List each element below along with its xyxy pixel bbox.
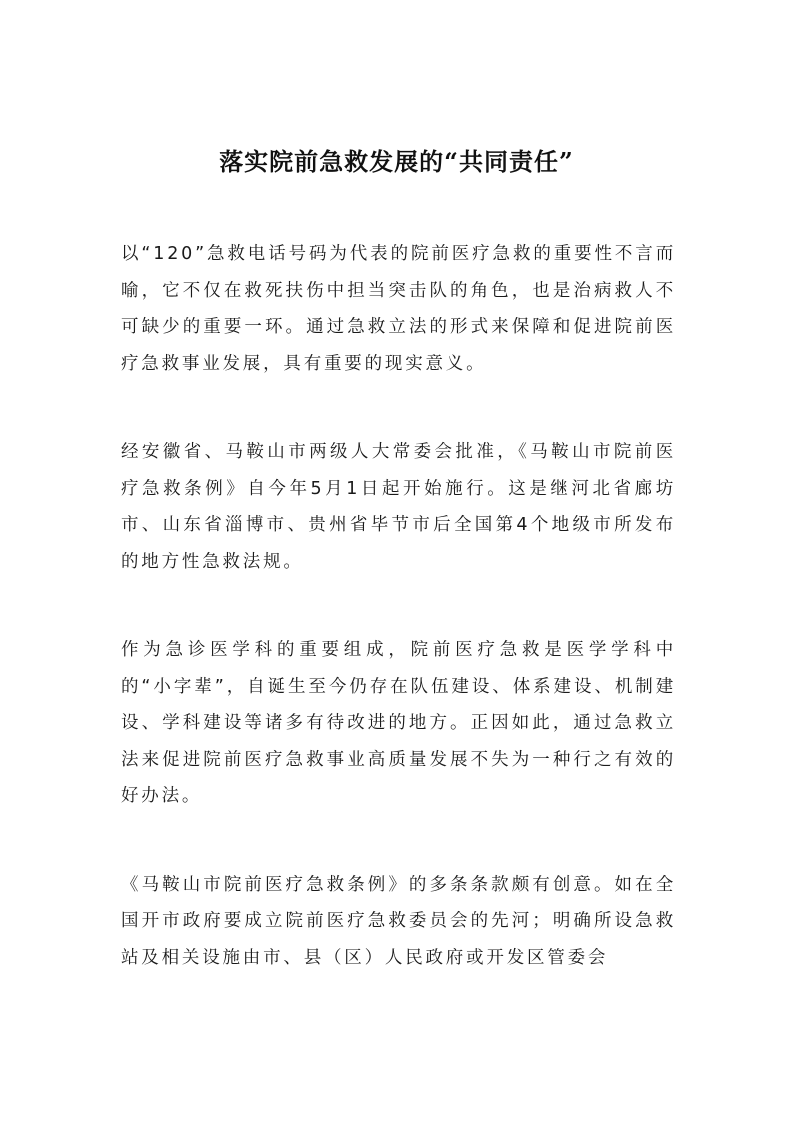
document-title: 落实院前急救发展的“共同责任” [219, 147, 574, 177]
document-body [121, 236, 676, 1028]
paragraph-3: 作为急诊医学科的重要组成，院前医疗急救是医学学科中的“小字辈”，自诞生至今仍存在队伍建设、体系建设、机制建设、学科建设等诸多有待改进的地方。正因如此，通过急救立法来促进院前医疗急救事业高质量发展不失为一种行之有效的好办法。 [121, 640, 676, 806]
paragraph-1: 以“120”急救电话号码为代表的院前医疗急救的重要性不言而喻，它不仅在救死扶伤中担当突击队的角色，也是治病救人不可缺少的重要一环。通过急救立法的形式来保障和促进院前医疗急救事业发展，具有重要的现实意义。 [121, 244, 676, 374]
paragraph-4: 《马鞍山市院前医疗急救条例》的多条条款颇有创意。如在全国开市政府要成立院前医疗急救委员会的先河；明确所设急救站及相关设施由市、县（区）人民政府或开发区管委会 [121, 874, 676, 968]
paragraph-2: 经安徽省、马鞍山市两级人大常委会批准，《马鞍山市院前医疗急救条例》自今年5月1日起开始施行。这是继河北省廊坊市、山东省淄博市、贵州省毕节市后全国第4个地级市所发布的地方性急救法规。 [121, 442, 676, 572]
